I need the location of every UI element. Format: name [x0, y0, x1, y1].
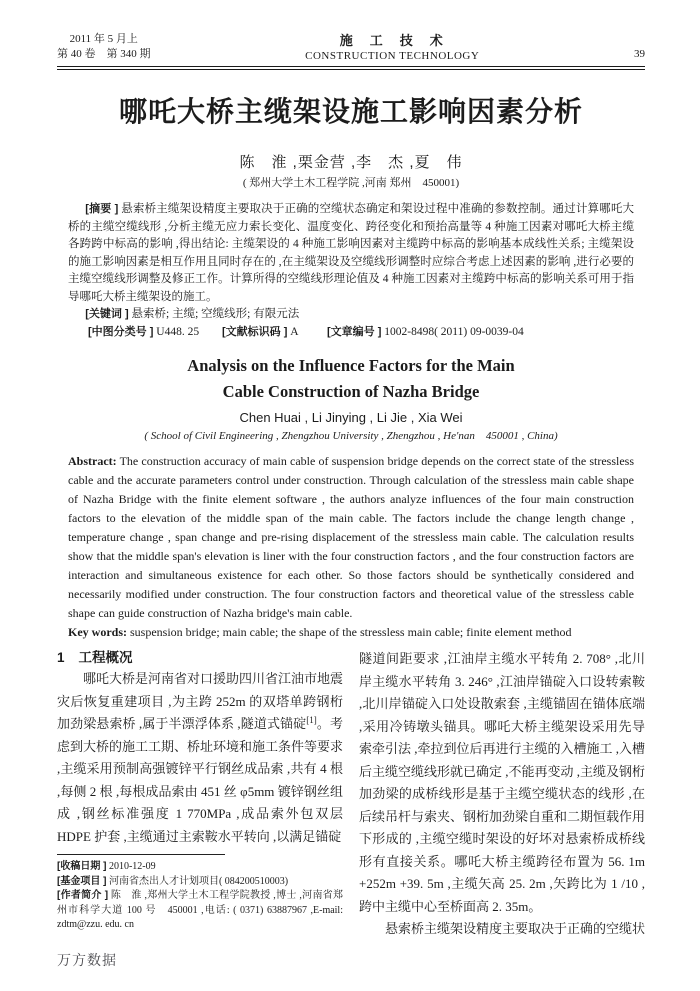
- footnote-author-text: 陈 淮 ,郑州大学土木工程学院教授 ,博士 ,河南省郑州市科学大道 100 号 450001 ,电话: ( 0371) 63887967 ,E-mail: zdtm@zzu. edu. cn: [57, 890, 343, 930]
- footnote-fund-label: [基金项目 ]: [57, 875, 107, 887]
- clc-label: [中图分类号 ]: [88, 325, 154, 338]
- footnote-rule: [57, 854, 225, 855]
- footnote-received-text: 2010-12-09: [106, 861, 156, 872]
- paper-title-cn: 哪吒大桥主缆架设施工影响因素分析: [118, 96, 583, 127]
- affiliation-en: ( School of Civil Engineering , Zhengzhou University , Zhengzhou , He'nan 450001 , China): [144, 430, 558, 442]
- keywords-cn-text: 悬索桥; 主缆; 空缆线形; 有限元法: [128, 308, 300, 320]
- keywords-en-label: Key words:: [68, 625, 127, 639]
- volume-issue: 第 40 卷 第 340 期: [57, 48, 151, 60]
- journal-header: [57, 30, 645, 62]
- abstract-en: [68, 452, 634, 623]
- paper-page: [57, 30, 645, 941]
- journal-title-cn: 施 工 技 术: [339, 33, 445, 48]
- abstract-cn-label: [摘要 ]: [85, 203, 119, 215]
- footnote-fund-project: [57, 875, 343, 890]
- journal-title-en: CONSTRUCTION TECHNOLOGY: [305, 50, 480, 62]
- section-1-title: 工程概况: [78, 650, 133, 665]
- clc-value: U448. 25: [153, 325, 200, 338]
- body-columns: [57, 648, 645, 941]
- abstract-cn-block: [68, 201, 634, 341]
- keywords-en: [68, 623, 634, 642]
- right-paragraph-1: 隧道间距要求 ,江油岸主缆水平转角 2. 708° ,北川岸主缆水平转角 3. 246° ,江油岸锚碇入口设转索鞍 ,北川岸锚碇入口处设散索套 ,主缆锚固在锚体底端 ,采用冷铸墩头锚具。哪吒大桥主缆架设采用先导索牵引法 ,牵拉到位后再进行主缆的入槽施工 ,入槽后主缆空缆线形就已确定 ,不能再变动 ,主缆及钢桁加劲梁的成桥线形是基于主缆空缆状态的线形 ,在后续吊杆与索夹、钢桁加劲梁自重和二期恒载作用下形成的 ,主缆空缆时架设的好坏对悬索桥成桥线形有直接关系。哪吒大桥主缆跨径布置为 56. 1m +252m +39. 5m ,主缆矢高 25. 2m ,矢跨比为 1 /10 ,跨中主缆中心至桥面高 2. 35m。: [359, 651, 646, 914]
- authors-en: Chen Huai , Li Jinying , Li Jie , Xia Wei: [239, 410, 463, 425]
- keywords-cn-label: [关键词 ]: [85, 308, 129, 320]
- footnote-received-label: [收稿日期 ]: [57, 861, 107, 872]
- keywords-en-text: suspension bridge; main cable; the shape of the stressless main cable; finite element method: [127, 625, 572, 639]
- footnote-author-label: [作者简介 ]: [57, 890, 109, 901]
- issue-date: 2011 年 5 月上: [69, 33, 138, 45]
- paper-title-en: [57, 353, 645, 405]
- document-code-value: A: [287, 325, 299, 338]
- left-paragraph-text-cont: 。考虑到大桥的施工工期、桥址环境和施工条件等要求 ,主缆采用预制高强镀锌平行钢丝成品索 ,共有 4 根 ,每侧 2 根 ,每根成品索由 451 丝 φ5mm 镀锌钢丝组成 ,钢丝标准强度 1 770MPa ,成品索外包双层 HDPE 护套 ,主缆通过主索鞍水平转向 ,以满足锚碇: [57, 716, 344, 844]
- footnote-fund-text: 河南省杰出人才计划项目( 084200510003): [106, 875, 289, 887]
- footnote-author-bio: [57, 889, 343, 933]
- article-id-value: 1002-8498( 2011) 09-0039-04: [381, 325, 524, 338]
- section-1-heading: [57, 648, 343, 668]
- abstract-cn: [68, 201, 634, 306]
- authors-cn: 陈 淮 ,栗金营 ,李 杰 ,夏 伟: [239, 154, 463, 171]
- journal-title-block: [305, 30, 479, 62]
- footnote-block: [57, 854, 343, 933]
- right-column: [359, 648, 645, 941]
- affiliation-cn: ( 郑州大学土木工程学院 ,河南 郑州 450001): [242, 177, 460, 189]
- paper-title-en-line2: Cable Construction of Nazha Bridge: [222, 382, 480, 401]
- abstract-en-label: Abstract:: [68, 454, 117, 468]
- document-code-label: [文献标识码 ]: [222, 325, 288, 338]
- paper-title-en-line1: Analysis on the Influence Factors for the Main: [187, 356, 515, 375]
- abstract-en-block: [68, 452, 634, 642]
- reference-1-superscript: [1]: [306, 715, 317, 725]
- abstract-cn-text: 悬索桥主缆架设精度主要取决于正确的空缆状态确定和架设过程中准确的参数控制。通过计算哪吒大桥的主缆空缆线形 ,分析主缆无应力索长变化、温度变化、跨径变化和预抬高量等 4 种施工因素对哪吒大桥主缆各跨跨中标高的影响 ,得出结论: 主缆架设的 4 种施工影响因素对主缆跨中标高的影响基本成线性关系; 主缆架设的施工影响因素是相互作用且同时存在的 ,在主缆架设及空缆线形调整时应综合考虑上述因素的影响 ,进行必要的主缆空缆线形调整及修正工作。计算所得的空缆线形理论值及 4 种施工因素对主缆跨中标高的影响关系可用于指导哪吒大桥主缆架设的施工。: [68, 203, 634, 303]
- page-number: 39: [633, 48, 645, 60]
- article-id-label: [文章编号 ]: [327, 325, 382, 338]
- article-meta-row: [68, 324, 634, 342]
- right-paragraph-2: 悬索桥主缆架设精度主要取决于正确的空缆状: [385, 921, 646, 936]
- section-1-number: 1: [57, 650, 65, 665]
- article-id: [327, 324, 524, 342]
- left-column: [57, 648, 343, 941]
- document-code: [222, 324, 327, 342]
- header-rule: [57, 66, 645, 70]
- abstract-en-text: The construction accuracy of main cable of suspension bridge depends on the correct state of the stressless cable and the accurate parameters control under construction. Through calculation of the stressless main cable shape of Nazha Bridge with the finite element software , the authors analyze influences of the four main construction factors to the elevation of the middle span of the main cable. The factors include the change length change , temperature change , span change and pre-rising displacement of the stressless main cable. The calculation results show that the middle span's elevation is liner with the four construction factors , and the four construction factors are interaction and simultaneous existence for each other. So those factors should be synthetically considered and necessarily modified under construction. The four construction factors and theoretical value of the stressless cable shape can guide construction of Nazha bridge's main cable.: [68, 454, 634, 620]
- clc-number: [88, 324, 222, 342]
- header-issue-block: [57, 32, 151, 62]
- left-paragraph: [57, 668, 343, 848]
- keywords-cn: [68, 306, 634, 324]
- left-paragraph-text: 哪吒大桥是河南省对口援助四川省江油市地震灾后恢复重建项目 ,为主跨 252m 的双塔单跨钢桁加劲梁悬索桥 ,属于半漂浮体系 ,隧道式锚碇: [57, 671, 344, 731]
- footnote-received-date: [57, 860, 343, 875]
- wanfang-watermark: 万方数据: [57, 952, 117, 968]
